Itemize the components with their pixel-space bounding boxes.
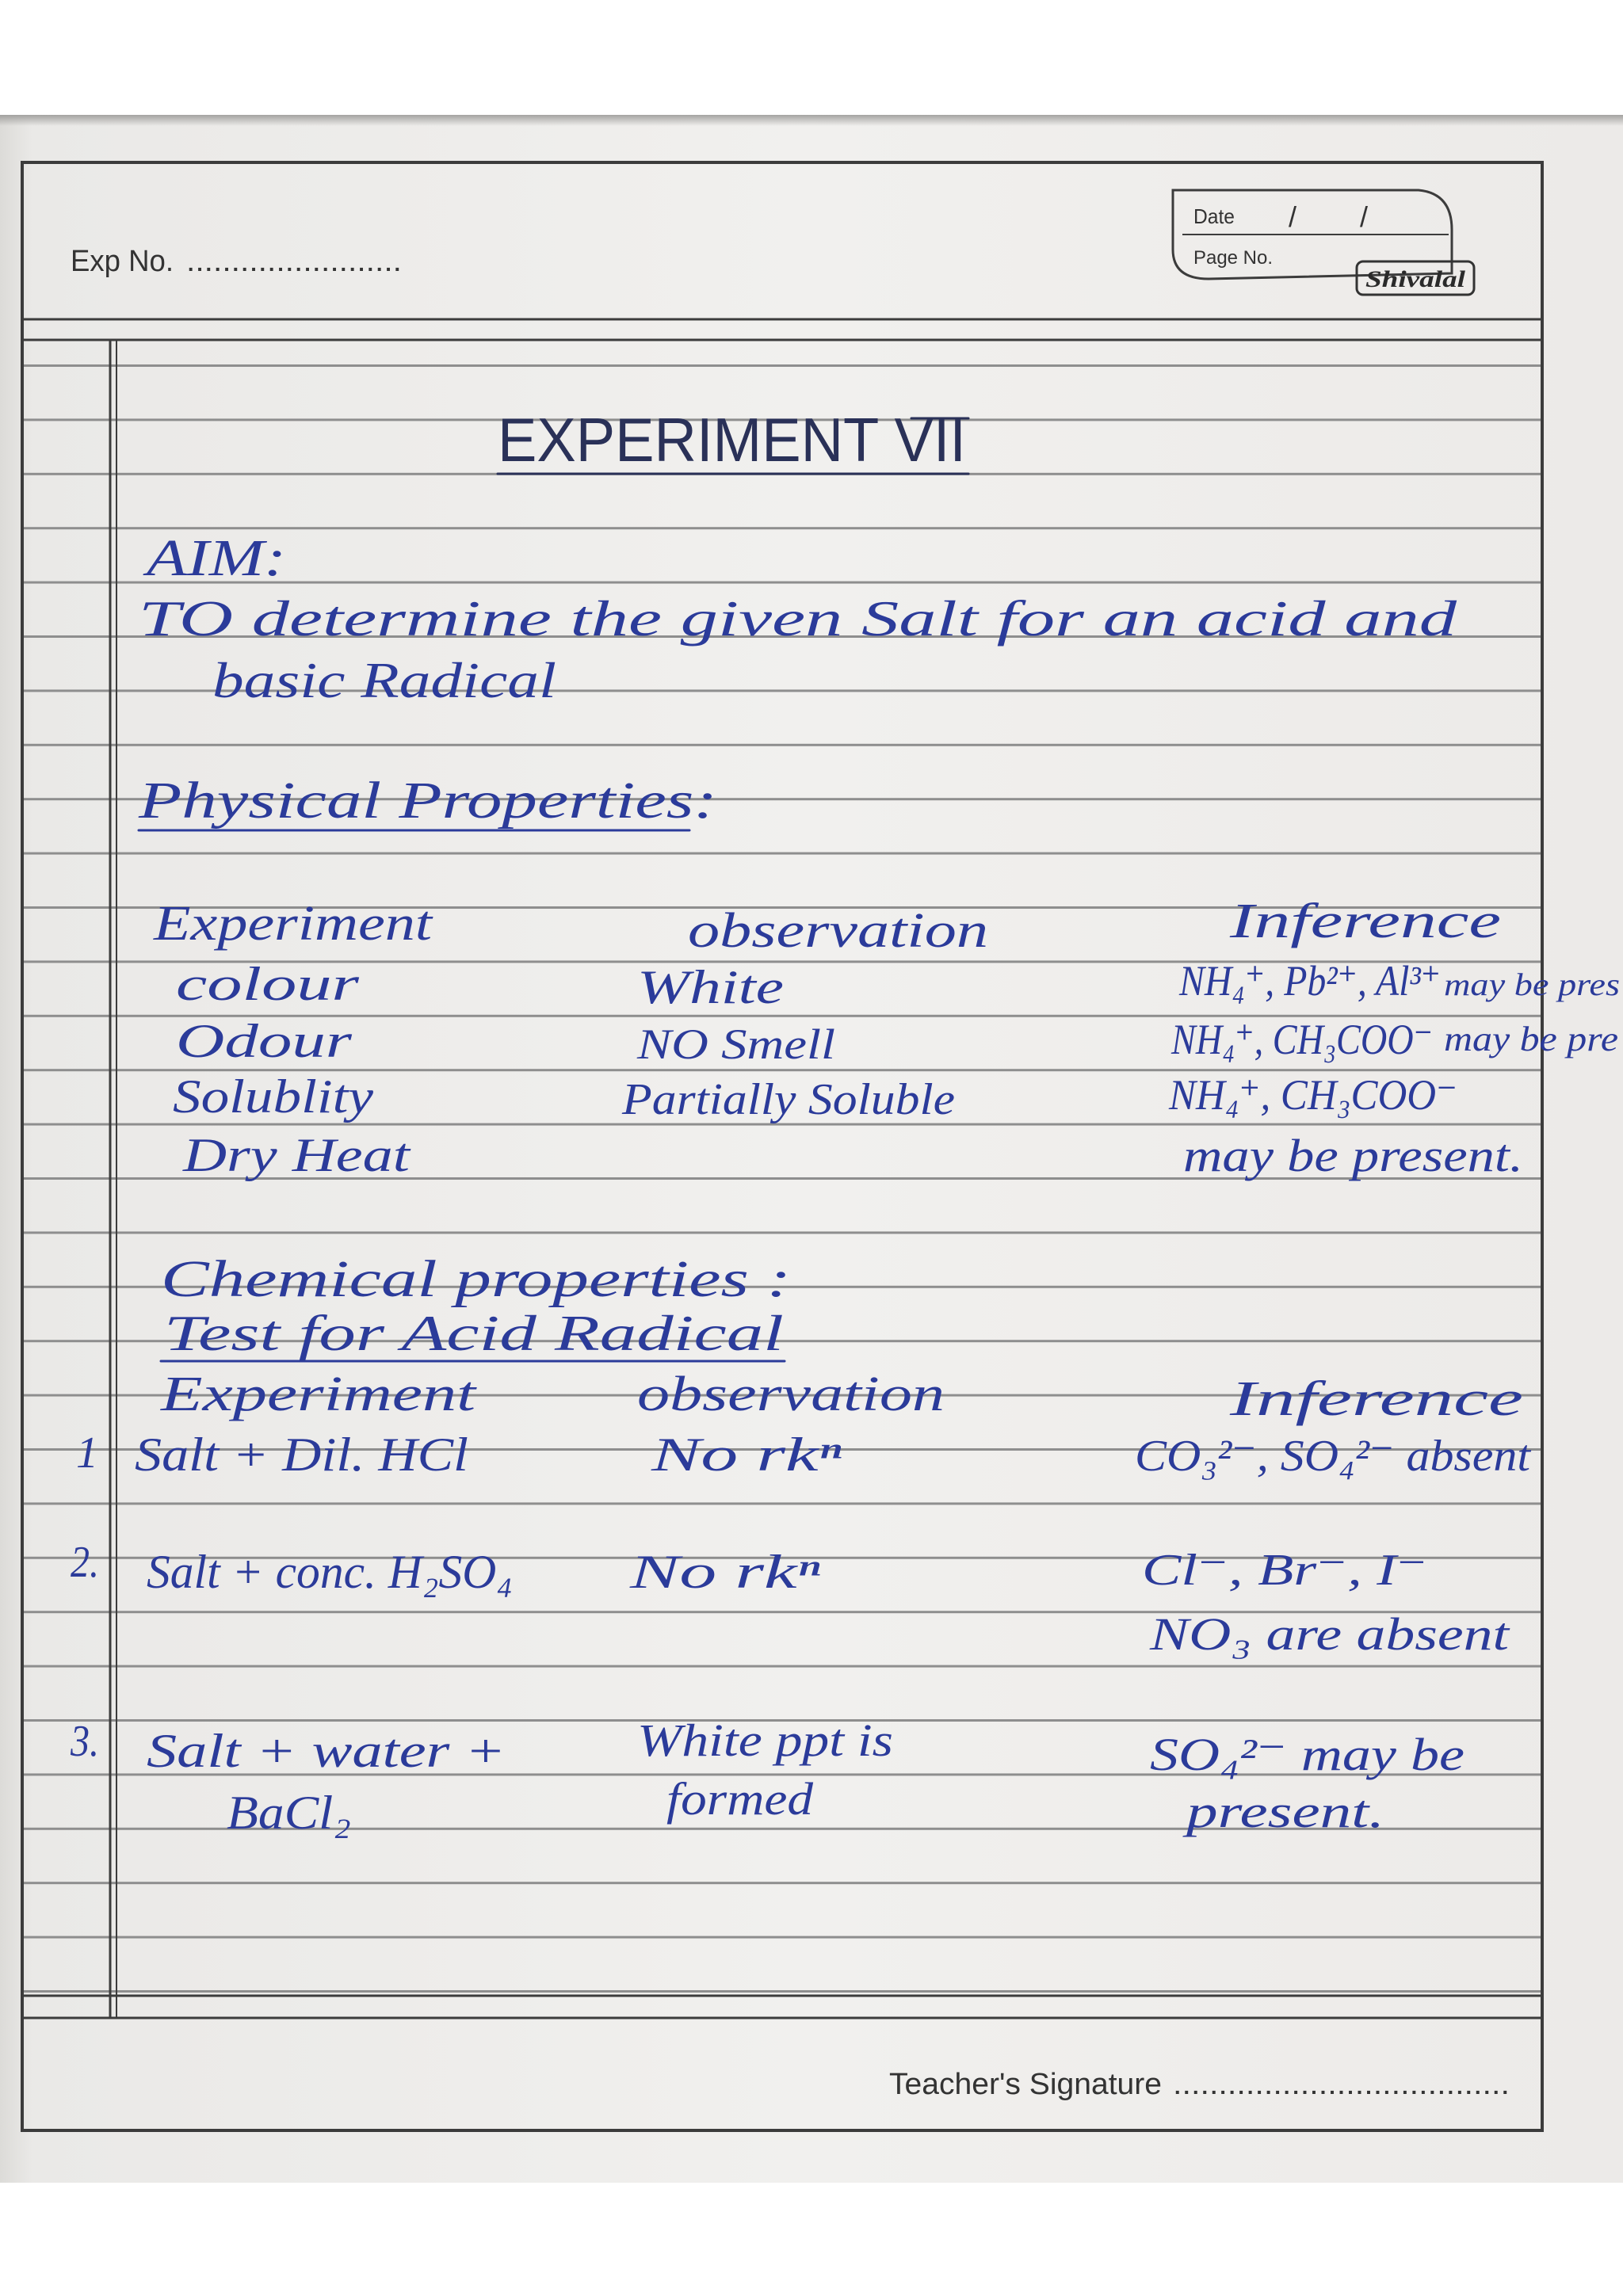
aim-line: TO determine the given Salt for an acid and [139, 590, 1458, 646]
teacher-signature-dots: ..................................... [1173, 2068, 1510, 2101]
physical-inference-note: may be pres [1444, 967, 1620, 1002]
chemical-inference-cell: NO₃ are absent [1148, 1608, 1511, 1660]
date-label: Date [1193, 204, 1235, 228]
chemical-heading: Chemical properties : [161, 1250, 791, 1308]
paper-top-shadow [0, 115, 1623, 126]
chemical-inference-cell: SO₄²⁻ may be [1150, 1729, 1465, 1780]
physical-observation-cell: Partially Soluble [621, 1075, 955, 1124]
physical-experiment-cell: Odour [176, 1015, 353, 1067]
physical-experiment-cell: colour [176, 958, 360, 1010]
date-separator-2: / [1360, 200, 1369, 233]
chemical-experiment-cell: Salt + Dil. HCl [135, 1428, 468, 1481]
physical-inference-cell: NH₄⁺, Pb²⁺, Al³⁺ [1178, 957, 1441, 1005]
chemical-inference-cell: Cl⁻, Br⁻, I⁻ [1142, 1546, 1427, 1595]
physical-heading: Physical Properties: [137, 772, 717, 830]
physical-column-inference: Inference [1228, 894, 1501, 948]
chemical-observation-cell: formed [666, 1773, 815, 1825]
physical-experiment-cell: Dry Heat [181, 1129, 411, 1181]
physical-column-observation: observation [688, 904, 988, 958]
page-title: EXPERIMENT VII [498, 405, 966, 475]
physical-inference-cell: NH₄⁺, CH₃COO⁻ [1170, 1016, 1433, 1063]
chemical-inference-cell: CO₃²⁻, SO₄²⁻ absent [1135, 1432, 1532, 1481]
chemical-row-number: 2. [71, 1538, 99, 1587]
physical-column-experiment: Experiment [152, 897, 434, 951]
chemical-row-number: 3. [70, 1717, 99, 1766]
physical-observation-cell: White [637, 961, 784, 1013]
chemical-experiment-cell: Salt + conc. H₂SO₄ [147, 1546, 513, 1598]
teacher-signature-label: Teacher's Signature [889, 2068, 1162, 2101]
chemical-observation-cell: No rkⁿ [628, 1546, 821, 1598]
chemical-subheading: Test for Acid Radical [164, 1305, 784, 1361]
chemical-experiment-cell: BaCl₂ [227, 1787, 351, 1839]
exp-no-label: Exp No. [71, 245, 174, 278]
chemical-experiment-cell: Salt + water + [147, 1725, 506, 1777]
chemical-inference-cell: present. [1182, 1786, 1384, 1837]
physical-inference-note: may be pre [1444, 1020, 1618, 1058]
chemical-observation-cell: No rkⁿ [650, 1428, 842, 1481]
aim-label: AIM: [142, 529, 286, 587]
chemical-column-inference: Inference [1228, 1372, 1523, 1426]
physical-observation-cell: NO Smell [636, 1020, 835, 1068]
page-no-label: Page No. [1193, 247, 1273, 269]
brand-logo: Shivalal [1365, 266, 1466, 292]
chemical-observation-cell: White ppt is [637, 1714, 893, 1766]
physical-inference-cell: NH₄⁺, CH₃COO⁻ [1168, 1071, 1457, 1119]
exp-no-dots: ........................ [186, 245, 402, 278]
physical-experiment-cell: Solublity [173, 1070, 374, 1123]
date-separator-1: / [1289, 200, 1297, 233]
aim-line: basic Radical [212, 652, 556, 708]
chemical-row-number: 1 [76, 1428, 98, 1478]
physical-inference-cell: may be present. [1183, 1130, 1523, 1181]
chemical-column-experiment: Experiment [159, 1367, 478, 1421]
chemical-column-observation: observation [637, 1367, 945, 1421]
